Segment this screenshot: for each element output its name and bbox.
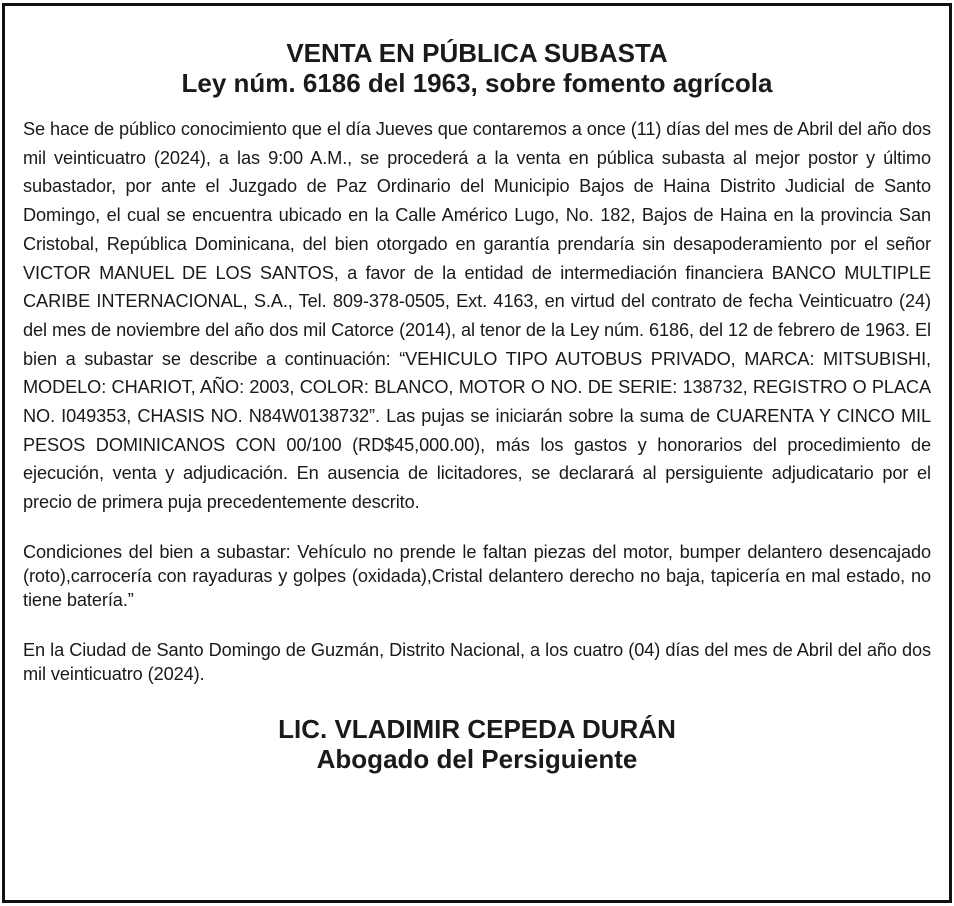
signature-block (23, 714, 931, 774)
notice-title: VENTA EN PÚBLICA SUBASTA (286, 38, 668, 68)
auction-announcement-paragraph: Se hace de público conocimiento que el día Jueves que contaremos a once (11) días del mes de Abril del año dos mil veinticuatro (2024), a las 9:00 A.M., se procederá a la venta en pública subasta al mejor postor y último subastador, por ante el Juzgado de Paz Ordinario del Municipio Bajos de Haina Distrito Judicial de Santo Domingo, el cual se encuentra ubicado en la Calle Américo Lugo, No. 182, Bajos de Haina en la provincia San Cristobal, República Dominicana, del bien otorgado en garantía prendaría sin desapoderamiento por el señor VICTOR MANUEL DE LOS SANTOS, a favor de la entidad de intermediación financiera BANCO MULTIPLE CARIBE INTERNACIONAL, S.A., Tel. 809-378-0505, Ext. 4163, en virtud del contrato de fecha Veinticuatro (24) del mes de noviembre del año dos mil Catorce (2014), al tenor de la Ley núm. 6186, del 12 de febrero de 1963. El bien a subastar se describe a continuación: “VEHICULO TIPO AUTOBUS PRIVADO, MARCA: MITSUBISHI, MODELO: CHARIOT, AÑO: 2003, COLOR: BLANCO, MOTOR O NO. DE SERIE: 138732, REGISTRO O PLACA NO. I049353, CHASIS NO. N84W0138732”. Las pujas se iniciarán sobre la suma de CUARENTA Y CINCO MIL PESOS DOMINICANOS CON 00/100 (RD$45,000.00), más los gastos y honorarios del procedimiento de ejecución, venta y adjudicación. En ausencia de licitadores, se declarará al persiguiente adjudicatario por el precio de primera puja precedentemente descrito. (23, 119, 931, 513)
signatory-name: LIC. VLADIMIR CEPEDA DURÁN (278, 713, 676, 744)
vehicle-conditions-paragraph: Condiciones del bien a subastar: Vehículo no prende le faltan piezas del motor, bumper delantero desencajado (roto),carrocería con rayaduras y golpes (oxidada),Cristal delantero derecho no baja, tapicería en mal estado, no tiene batería.” (23, 541, 931, 610)
notice-border (2, 3, 952, 903)
signatory-role: Abogado del Persiguiente (316, 743, 638, 774)
notice-subtitle: Ley núm. 6186 del 1963, sobre fomento agrícola (181, 68, 773, 98)
place-date-paragraph: En la Ciudad de Santo Domingo de Guzmán, Distrito Nacional, a los cuatro (04) días del mes de Abril del año dos mil veinticuatro (2024). (23, 639, 931, 684)
notice-content (23, 38, 931, 774)
